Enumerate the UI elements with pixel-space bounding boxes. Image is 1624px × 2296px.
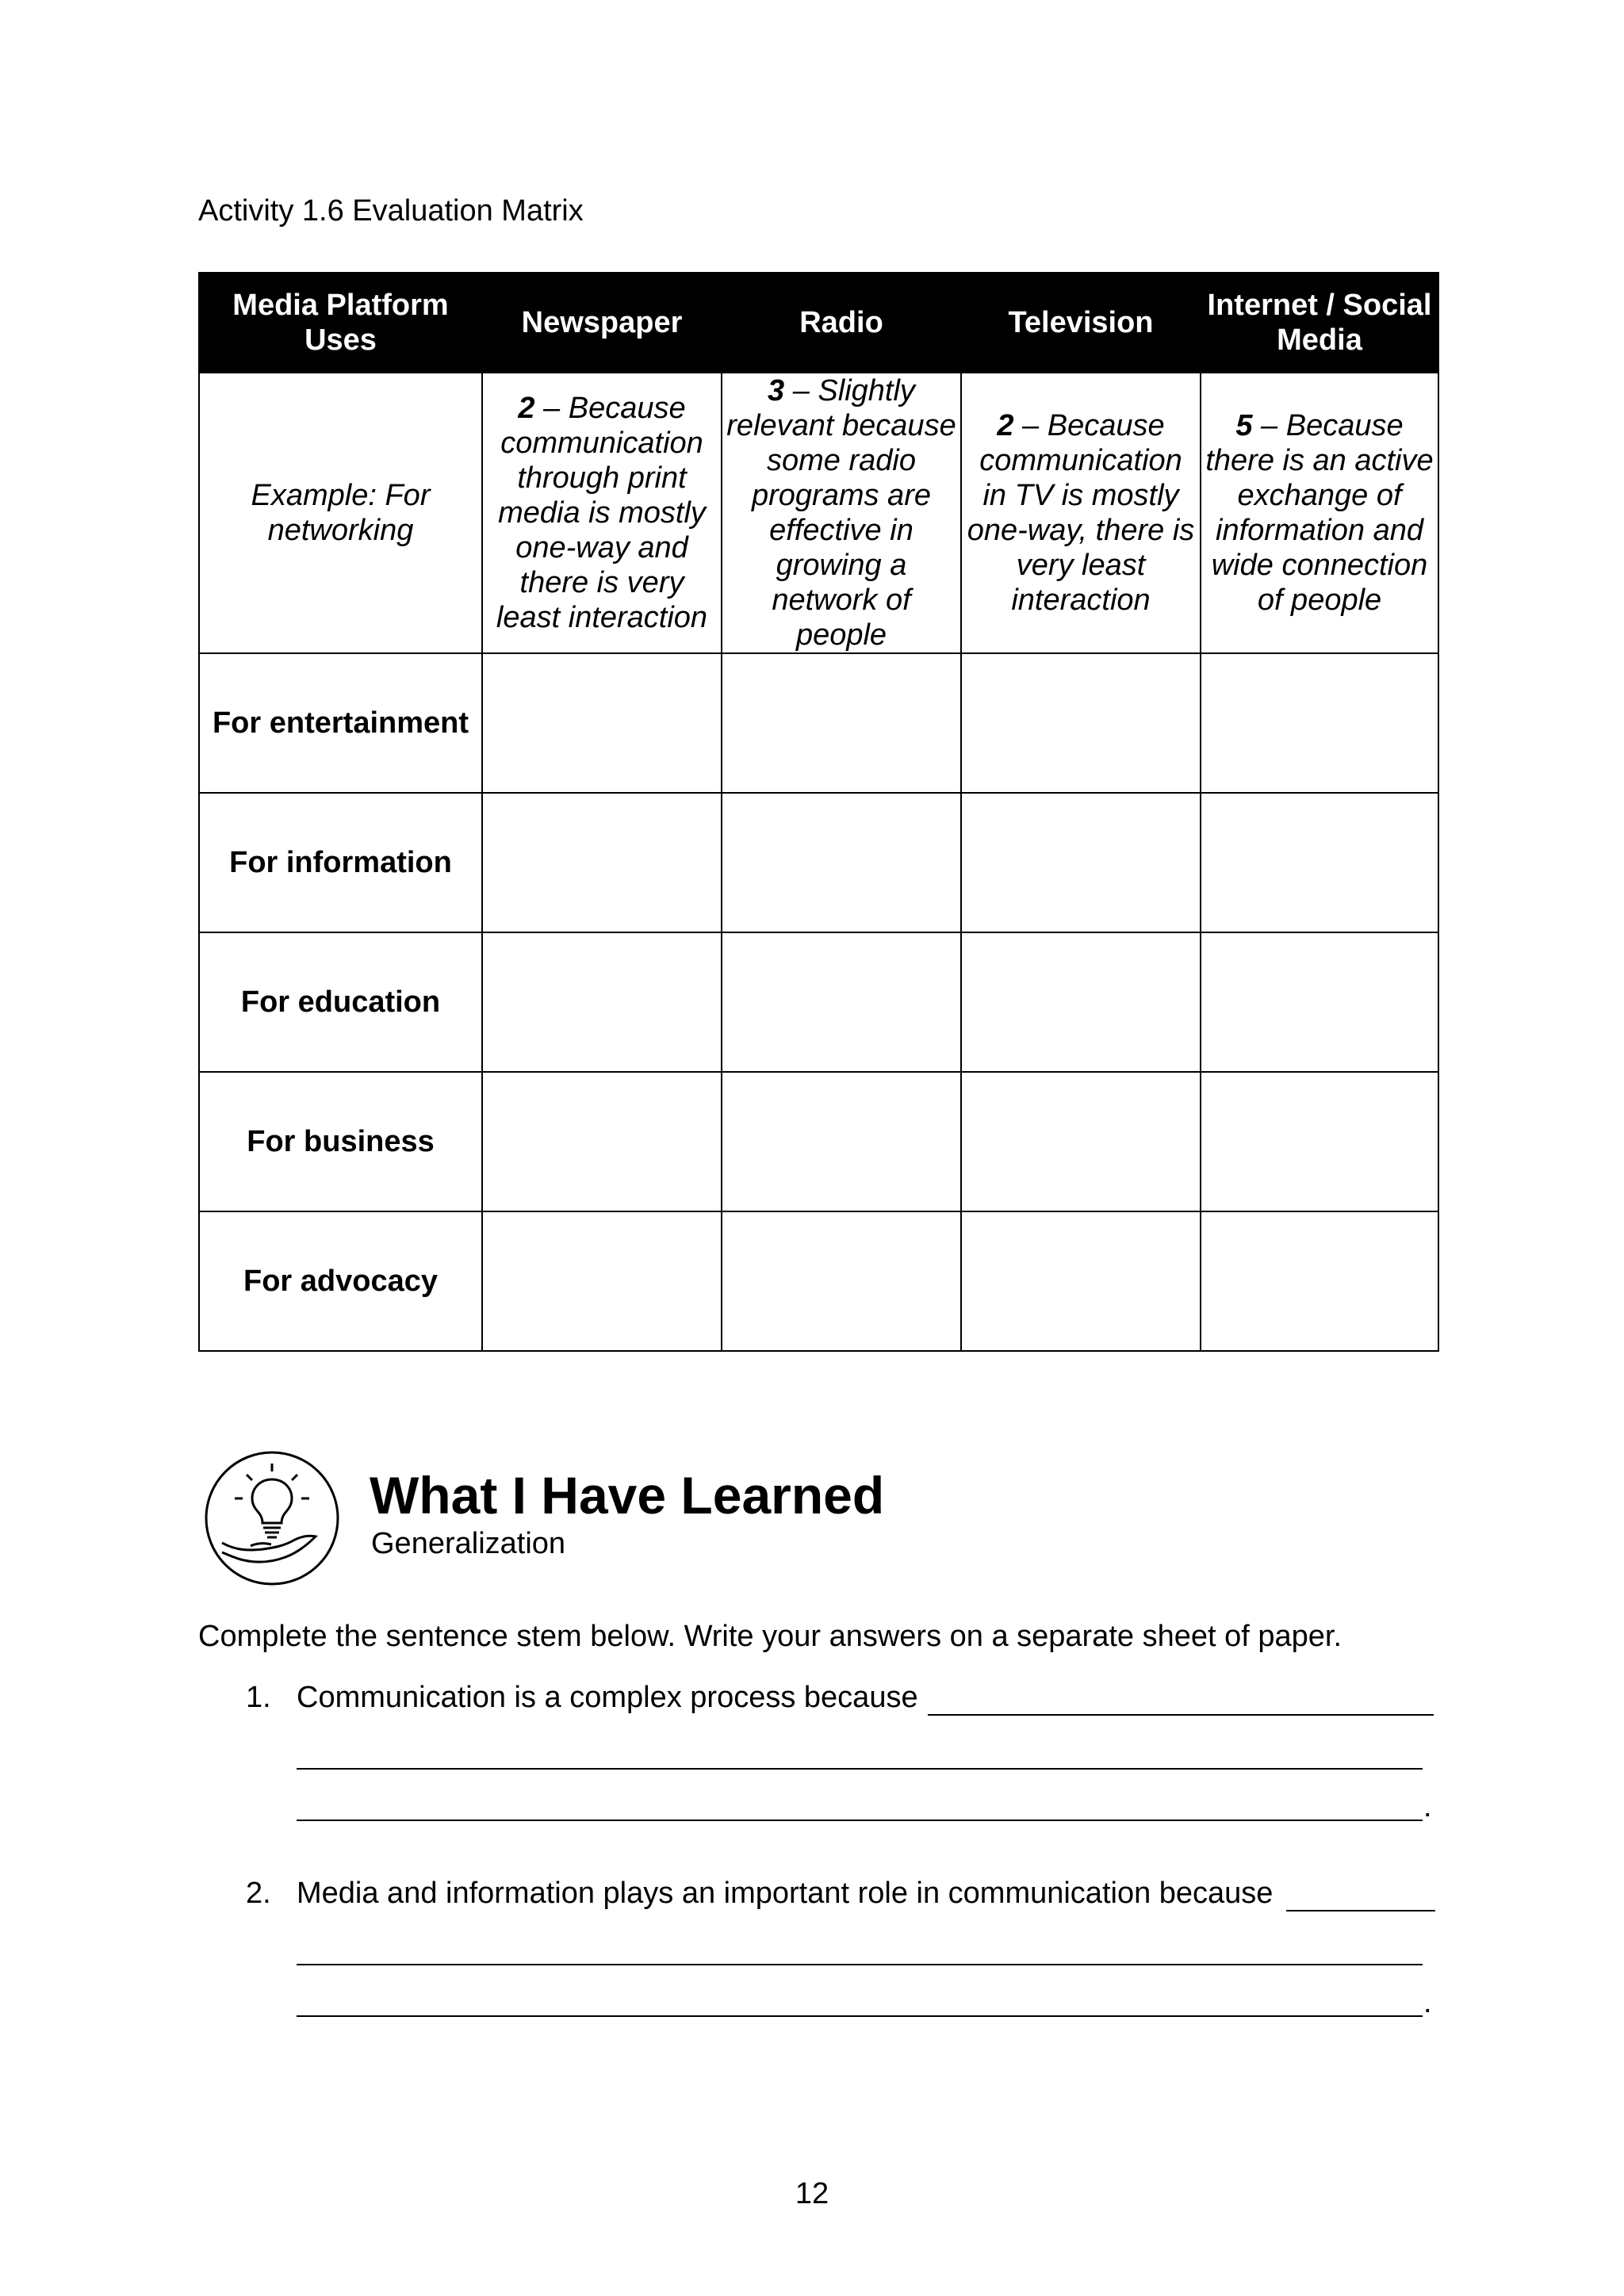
score: 5 xyxy=(1235,409,1253,442)
empty-cell xyxy=(961,793,1201,932)
answer-line xyxy=(297,1768,1423,1770)
evaluation-matrix xyxy=(198,272,1439,1352)
empty-cell xyxy=(1201,793,1438,932)
use-label: For business xyxy=(199,1072,482,1211)
use-label: For education xyxy=(199,932,482,1072)
rationale: – Because there is an active exchange of information and wide connection of people xyxy=(1205,409,1434,617)
header-radio: Radio xyxy=(722,273,961,373)
empty-cell xyxy=(961,1211,1201,1351)
header-row xyxy=(199,273,1438,373)
item-text: Media and information plays an important role in communication because xyxy=(297,1877,1274,1910)
empty-cell xyxy=(722,1211,961,1351)
empty-cell xyxy=(1201,1072,1438,1211)
rationale: – Because communication through print media is mostly one-way and there is very least interaction xyxy=(496,392,708,634)
example-row xyxy=(199,373,1438,653)
empty-cell xyxy=(1201,932,1438,1072)
header-newspaper: Newspaper xyxy=(482,273,722,373)
header-uses: Media Platform Uses xyxy=(199,273,482,373)
instruction-text: Complete the sentence stem below. Write your answers on a separate sheet of paper. xyxy=(198,1620,1342,1653)
header-internet: Internet / Social Media xyxy=(1201,273,1438,373)
table-row xyxy=(199,1072,1438,1211)
empty-cell xyxy=(722,1072,961,1211)
answer-line xyxy=(297,1820,1423,1821)
use-label: For advocacy xyxy=(199,1211,482,1351)
empty-cell xyxy=(961,653,1201,793)
use-label: For entertainment xyxy=(199,653,482,793)
item-number: 1. xyxy=(246,1681,271,1714)
page-number: 12 xyxy=(795,2177,829,2210)
empty-cell xyxy=(482,793,722,932)
table-row xyxy=(199,1211,1438,1351)
section-title: What I Have Learned xyxy=(370,1466,885,1525)
empty-cell xyxy=(482,1211,722,1351)
activity-caption: Activity 1.6 Evaluation Matrix xyxy=(198,194,584,228)
score: 2 xyxy=(997,409,1014,442)
empty-cell xyxy=(1201,1211,1438,1351)
empty-cell xyxy=(722,793,961,932)
empty-cell xyxy=(482,653,722,793)
empty-cell xyxy=(482,932,722,1072)
item-text: Communication is a complex process because xyxy=(297,1681,918,1714)
rationale: – Slightly relevant because some radio programs are effective in growing a network of people xyxy=(726,374,956,652)
item-number: 2. xyxy=(246,1877,271,1910)
score: 3 xyxy=(768,374,785,408)
use-label: For information xyxy=(199,793,482,932)
empty-cell xyxy=(961,1072,1201,1211)
table-row xyxy=(199,932,1438,1072)
rationale: – Because communication in TV is mostly one-way, there is very least interaction xyxy=(967,409,1195,617)
score: 2 xyxy=(518,392,535,425)
header-television: Television xyxy=(961,273,1201,373)
period: . xyxy=(1423,1790,1432,1823)
example-cell-newspaper xyxy=(482,373,722,653)
example-cell-internet xyxy=(1201,373,1438,653)
answer-line xyxy=(928,1714,1434,1716)
example-cell-radio xyxy=(722,373,961,653)
answer-line xyxy=(297,1964,1423,1965)
table-row xyxy=(199,793,1438,932)
example-use-label: Example: For networking xyxy=(199,373,482,653)
empty-cell xyxy=(722,653,961,793)
empty-cell xyxy=(961,932,1201,1072)
empty-cell xyxy=(722,932,961,1072)
empty-cell xyxy=(482,1072,722,1211)
table-row xyxy=(199,653,1438,793)
section-subtitle: Generalization xyxy=(371,1527,566,1560)
lightbulb-in-hand-icon xyxy=(203,1449,341,1587)
example-cell-television xyxy=(961,373,1201,653)
answer-line xyxy=(297,2015,1423,2017)
empty-cell xyxy=(1201,653,1438,793)
answer-line xyxy=(1286,1910,1435,1911)
period: . xyxy=(1423,1986,1432,2019)
